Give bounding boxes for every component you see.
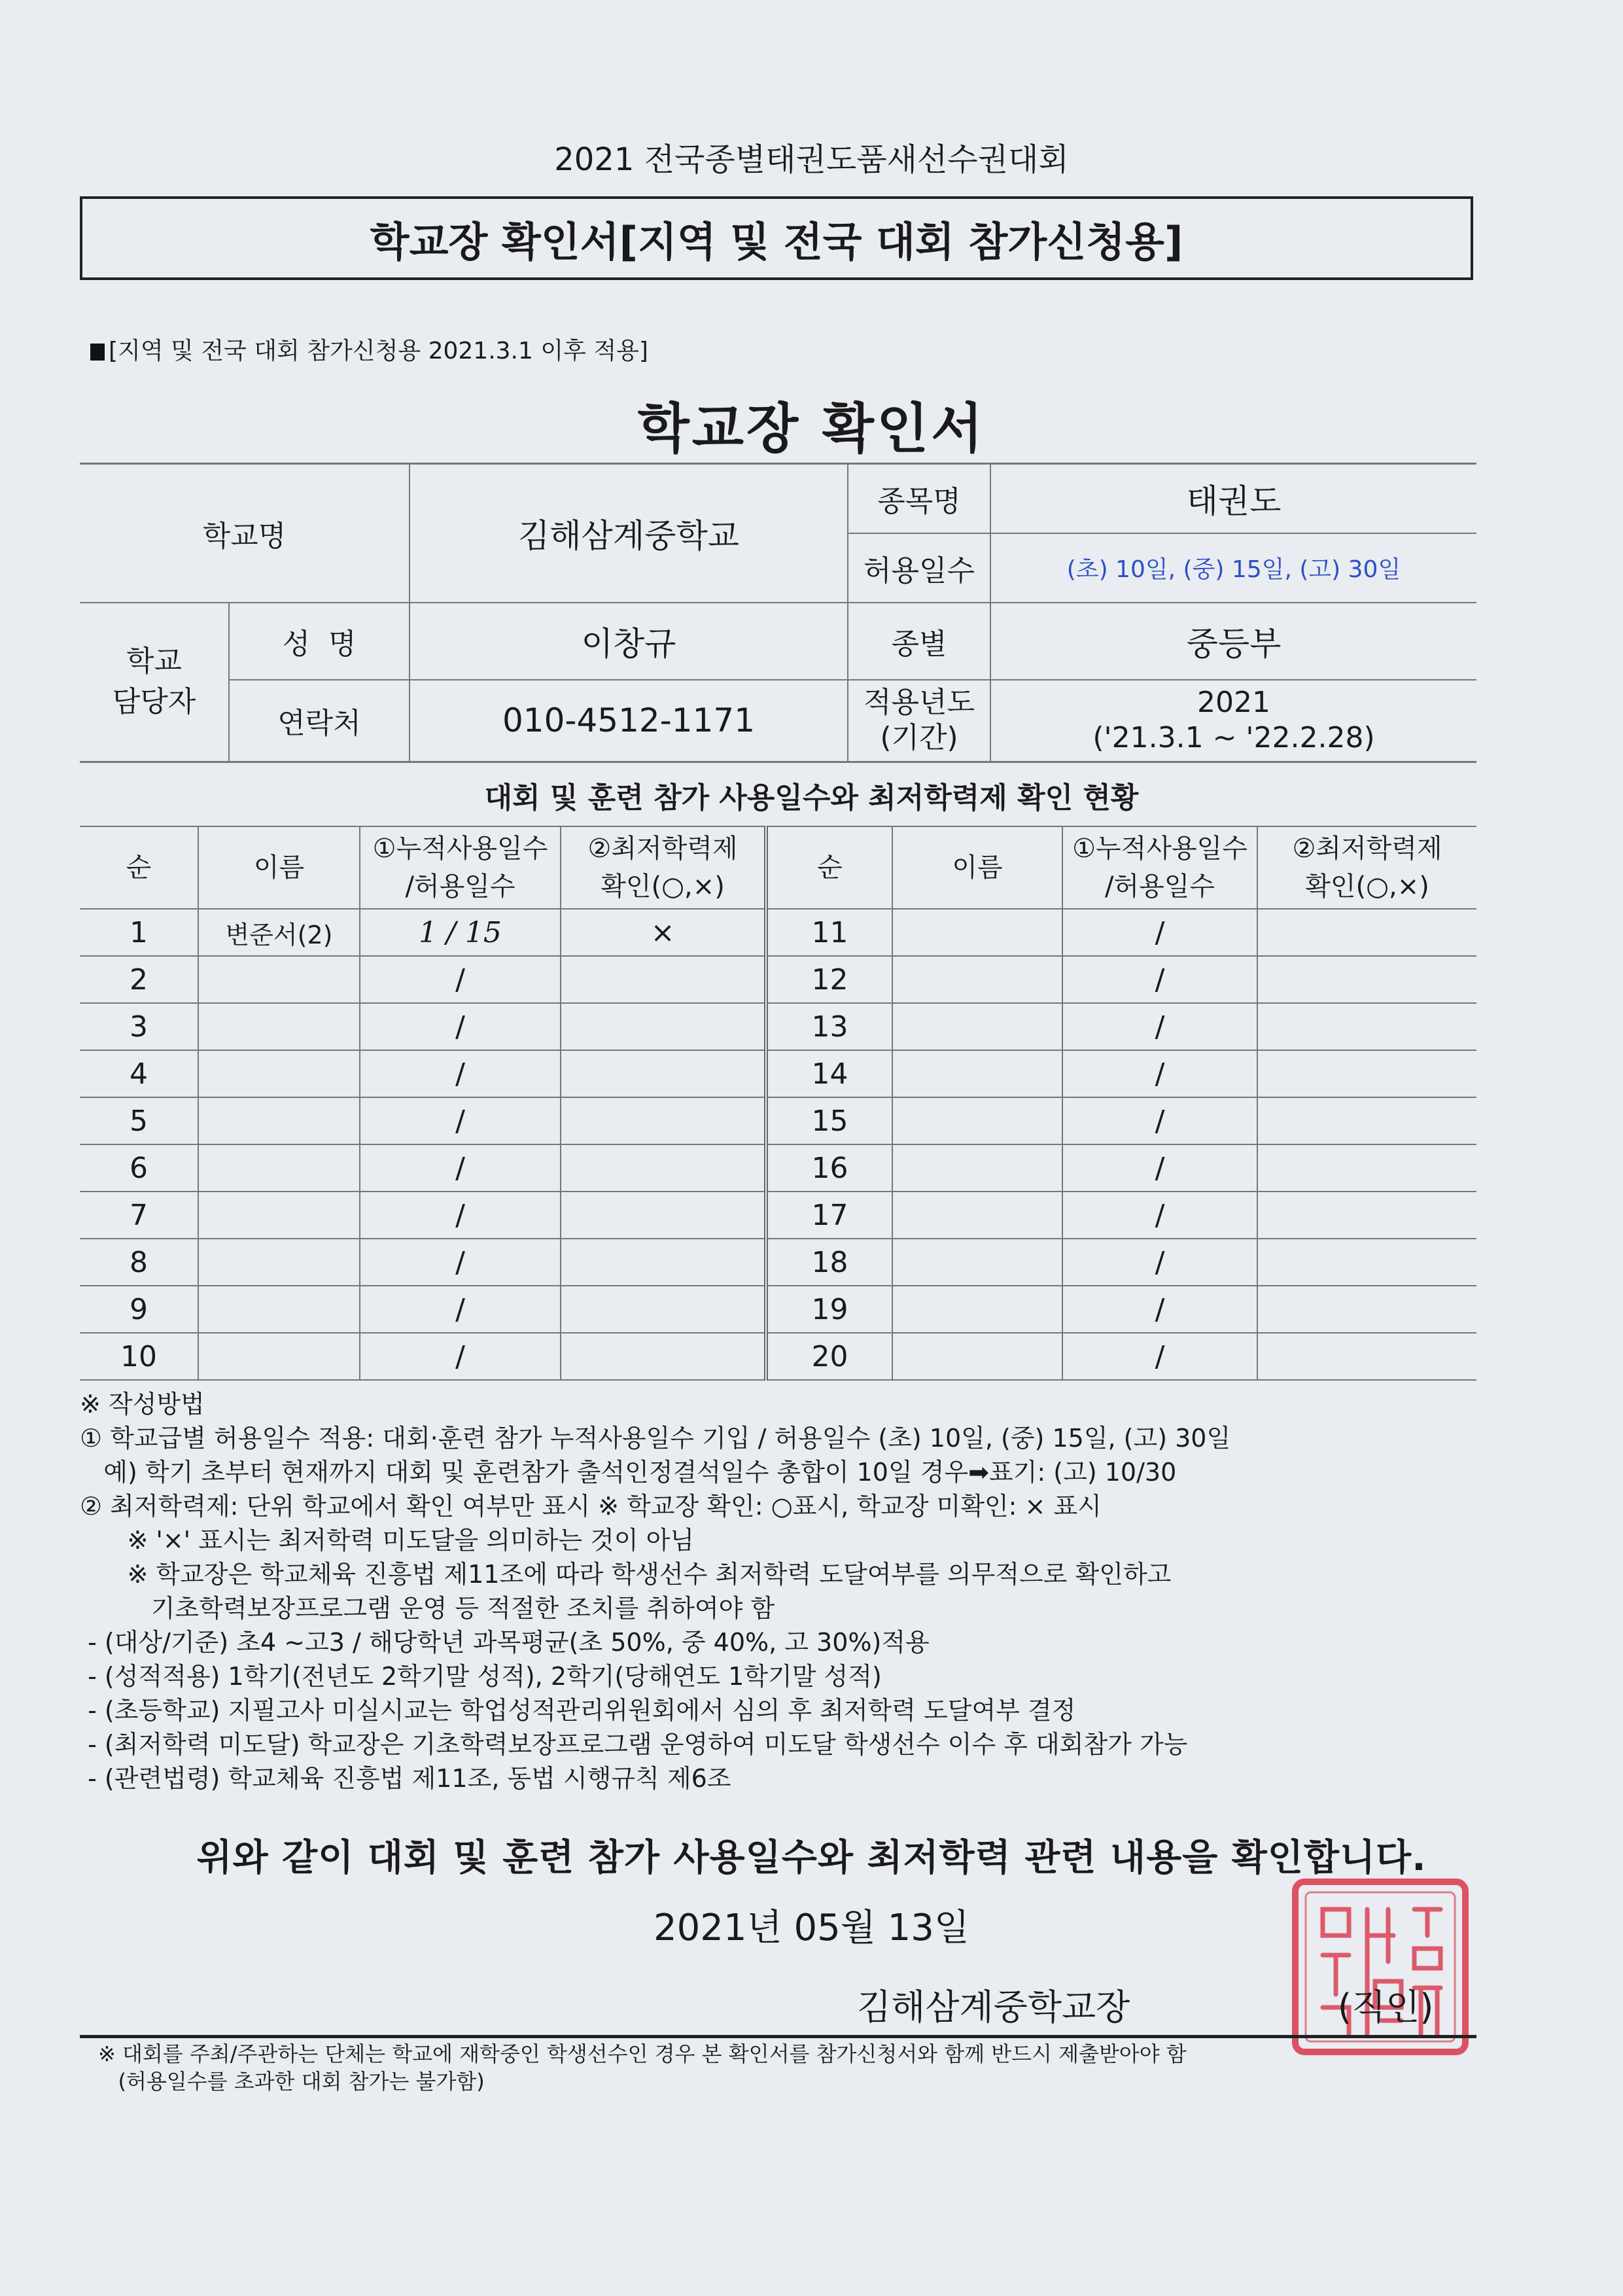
instruction-line: - (관련법령) 학교체육 진흥법 제11조, 동법 시행규칙 제6조	[80, 1764, 731, 1793]
row-days: /	[1062, 1286, 1257, 1333]
row-name	[892, 1333, 1062, 1380]
row-name	[198, 956, 360, 1003]
bullet-square-icon	[90, 344, 105, 361]
row-no: 16	[766, 1144, 892, 1192]
row-check	[561, 1333, 766, 1380]
row-check	[1257, 1286, 1476, 1333]
division-label: 종별	[848, 603, 990, 680]
school-label: 학교명	[80, 464, 410, 603]
row-name	[198, 1192, 360, 1239]
row-check	[561, 1050, 766, 1097]
allowed-label: 허용일수	[848, 533, 990, 603]
row-check	[1257, 1003, 1476, 1050]
instructions	[80, 1387, 1506, 1795]
header-no-right: 순	[766, 826, 892, 909]
row-check	[1257, 956, 1476, 1003]
row-check	[561, 1192, 766, 1239]
row-days: /	[1062, 909, 1257, 956]
row-no: 13	[766, 1003, 892, 1050]
row-name	[892, 956, 1062, 1003]
main-title: 학교장 확인서	[637, 398, 986, 460]
row-days: /	[360, 1097, 561, 1144]
row-check	[561, 1097, 766, 1144]
table-row	[80, 1286, 1476, 1333]
instruction-line: - (대상/기준) 초4 ~고3 / 해당학년 과목평균(초 50%, 중 40%, 고 30%)적용	[80, 1628, 930, 1657]
row-days: /	[360, 956, 561, 1003]
row-no: 5	[80, 1097, 198, 1144]
row-days: /	[1062, 1050, 1257, 1097]
row-name	[198, 1097, 360, 1144]
row-no: 10	[80, 1333, 198, 1380]
row-no: 2	[80, 956, 198, 1003]
row-name: 변준서(2)	[198, 909, 360, 956]
row-no: 15	[766, 1097, 892, 1144]
table-row	[80, 1192, 1476, 1239]
row-name	[892, 1144, 1062, 1192]
header-check-right: ②최저학력제 확인(○,×)	[1257, 826, 1476, 909]
instruction-line: 예) 학기 초부터 현재까지 대회 및 훈련참가 출석인정결석일수 총합이 10일 경우➡표기: (고) 10/30	[80, 1458, 1177, 1487]
row-check	[1257, 1333, 1476, 1380]
row-check	[561, 1144, 766, 1192]
row-name	[198, 1239, 360, 1286]
row-no: 20	[766, 1333, 892, 1380]
row-days: /	[360, 1239, 561, 1286]
row-days: /	[1062, 1239, 1257, 1286]
row-days: 1 / 15	[360, 909, 561, 956]
allowed-value: (초) 10일, (중) 15일, (고) 30일	[990, 533, 1476, 603]
division-value: 중등부	[990, 603, 1476, 680]
contact-label: 연락처	[229, 680, 410, 762]
manager-label: 학교 담당자	[80, 603, 229, 762]
principal-name: 김해삼계중학교장	[857, 1987, 1130, 2028]
row-name	[892, 1192, 1062, 1239]
table-row	[80, 1144, 1476, 1192]
instruction-line: ① 학교급별 허용일수 적용: 대회·훈련 참가 누적사용일수 기입 / 허용일수 (초) 10일, (중) 15일, (고) 30일	[80, 1424, 1231, 1453]
seal-label: (직인)	[1338, 1987, 1434, 2028]
instruction-line: - (최저학력 미도달) 학교장은 기초학력보장프로그램 운영하여 미도달 학생선수 이수 후 대회참가 가능	[80, 1730, 1188, 1759]
row-name	[892, 909, 1062, 956]
row-days: /	[1062, 1003, 1257, 1050]
header-days-right: ①누적사용일수 /허용일수	[1062, 826, 1257, 909]
apply-note	[90, 332, 648, 366]
row-no: 6	[80, 1144, 198, 1192]
info-table	[80, 463, 1476, 763]
row-check	[1257, 909, 1476, 956]
header-no-left: 순	[80, 826, 198, 909]
footnote-line: (허용일수를 초과한 대회 참가는 불가함)	[98, 2069, 485, 2094]
row-no: 8	[80, 1239, 198, 1286]
row-check: ×	[561, 909, 766, 956]
name-label: 성 명	[229, 603, 410, 680]
row-no: 12	[766, 956, 892, 1003]
row-name	[892, 1097, 1062, 1144]
event-title: 2021 전국종별태권도품새선수권대회	[554, 141, 1069, 178]
row-name	[198, 1144, 360, 1192]
row-check	[1257, 1239, 1476, 1286]
status-title: 대회 및 훈련 참가 사용일수와 최저학력제 확인 현황	[484, 781, 1139, 815]
year-label: 적용년도 (기간)	[848, 680, 990, 762]
row-name	[198, 1050, 360, 1097]
row-check	[1257, 1192, 1476, 1239]
row-check	[561, 1286, 766, 1333]
table-row	[80, 1333, 1476, 1380]
row-days: /	[360, 1144, 561, 1192]
row-no: 4	[80, 1050, 198, 1097]
instruction-line: ※ '×' 표시는 최저학력 미도달을 의미하는 것이 아님	[80, 1526, 695, 1555]
header-name-left: 이름	[198, 826, 360, 909]
row-no: 11	[766, 909, 892, 956]
instruction-line: ※ 작성방법	[80, 1390, 205, 1419]
row-check	[1257, 1097, 1476, 1144]
name-value: 이창규	[410, 603, 848, 680]
row-name	[198, 1333, 360, 1380]
row-no: 1	[80, 909, 198, 956]
row-name	[892, 1286, 1062, 1333]
row-name	[198, 1003, 360, 1050]
row-no: 19	[766, 1286, 892, 1333]
row-days: /	[360, 1286, 561, 1333]
row-no: 18	[766, 1239, 892, 1286]
row-check	[1257, 1050, 1476, 1097]
instruction-line: - (성적적용) 1학기(전년도 2학기말 성적), 2학기(당해연도 1학기말 성적)	[80, 1662, 882, 1691]
row-days: /	[1062, 956, 1257, 1003]
year-value: 2021 ('21.3.1 ~ '22.2.28)	[990, 680, 1476, 762]
row-no: 14	[766, 1050, 892, 1097]
row-no: 9	[80, 1286, 198, 1333]
instruction-line: ② 최저학력제: 단위 학교에서 확인 여부만 표시 ※ 학교장 확인: ○표시, 학교장 미확인: × 표시	[80, 1492, 1102, 1521]
issue-date: 2021년 05월 13일	[654, 1907, 969, 1949]
instruction-line: 기초학력보장프로그램 운영 등 적절한 조치를 취하여야 함	[80, 1594, 775, 1623]
instruction-line: - (초등학교) 지필고사 미실시교는 학업성적관리위원회에서 심의 후 최저학력 도달여부 결정	[80, 1696, 1076, 1725]
usage-table	[80, 826, 1476, 1381]
row-name	[892, 1239, 1062, 1286]
row-no: 7	[80, 1192, 198, 1239]
row-days: /	[1062, 1333, 1257, 1380]
row-name	[892, 1003, 1062, 1050]
row-days: /	[1062, 1144, 1257, 1192]
instruction-line: ※ 학교장은 학교체육 진흥법 제11조에 따라 학생선수 최저학력 도달여부를 의무적으로 확인하고	[80, 1560, 1172, 1589]
form-title: 학교장 확인서[지역 및 전국 대회 참가신청용]	[80, 196, 1473, 280]
row-check	[561, 1003, 766, 1050]
confirmation-statement: 위와 같이 대회 및 훈련 참가 사용일수와 최저학력 관련 내용을 확인합니다.	[196, 1837, 1427, 1879]
row-days: /	[1062, 1097, 1257, 1144]
row-name	[892, 1050, 1062, 1097]
sport-label: 종목명	[848, 464, 990, 533]
row-days: /	[360, 1192, 561, 1239]
row-days: /	[360, 1003, 561, 1050]
header-check-left: ②최저학력제 확인(○,×)	[561, 826, 766, 909]
footnote	[98, 2040, 1485, 2095]
row-days: /	[360, 1333, 561, 1380]
header-days-left: ①누적사용일수 /허용일수	[360, 826, 561, 909]
row-no: 3	[80, 1003, 198, 1050]
table-row	[80, 1097, 1476, 1144]
footnote-line: ※ 대회를 주최/주관하는 단체는 학교에 재학중인 학생선수인 경우 본 확인서를 참가신청서와 함께 반드시 제출받아야 함	[98, 2041, 1187, 2066]
school-value: 김해삼계중학교	[410, 464, 848, 603]
row-check	[561, 956, 766, 1003]
header-name-right: 이름	[892, 826, 1062, 909]
row-check	[1257, 1144, 1476, 1192]
table-row	[80, 956, 1476, 1003]
apply-note-text: [지역 및 전국 대회 참가신청용 2021.3.1 이후 적용]	[109, 338, 648, 364]
table-row	[80, 1003, 1476, 1050]
table-row	[80, 1050, 1476, 1097]
row-check	[561, 1239, 766, 1286]
sport-value: 태권도	[990, 464, 1476, 533]
footer-divider	[80, 2035, 1476, 2038]
row-no: 17	[766, 1192, 892, 1239]
row-days: /	[1062, 1192, 1257, 1239]
contact-value: 010-4512-1171	[410, 680, 848, 762]
row-days: /	[360, 1050, 561, 1097]
official-seal-icon	[1290, 1877, 1471, 2057]
table-row	[80, 1239, 1476, 1286]
table-row	[80, 909, 1476, 956]
row-name	[198, 1286, 360, 1333]
